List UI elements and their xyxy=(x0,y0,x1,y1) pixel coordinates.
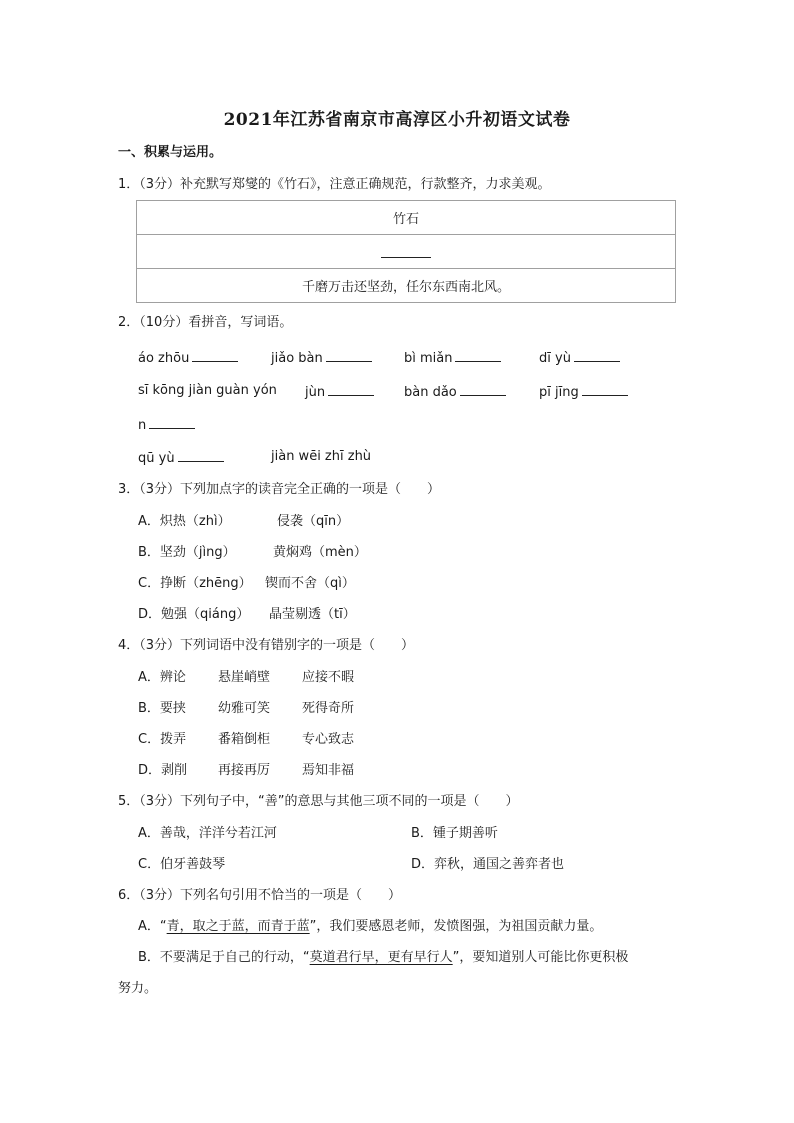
option-word: 焉知非福 xyxy=(302,763,355,778)
option-a-word2: 侵袭（qīn） xyxy=(277,514,350,529)
page-title: 2021年江苏省南京市高淳区小升初语文试卷 xyxy=(223,110,571,130)
pinyin-item: qū yù xyxy=(138,450,224,465)
question-3-stem: 3．（3分）下列加点字的读音完全正确的一项是（ ） xyxy=(118,482,441,497)
poem-title-cell: 竹石 xyxy=(137,201,676,235)
option-d[interactable]: D．剥削 xyxy=(138,763,188,778)
question-5-stem: 5．（3分）下列句子中，“善”的意思与其他三项不同的一项是（ ） xyxy=(118,794,519,809)
pinyin-item: jùn xyxy=(305,384,374,399)
question-2-stem: 2．（10分）看拼音，写词语。 xyxy=(118,315,293,330)
option-word: 应接不暇 xyxy=(302,670,355,685)
option-d[interactable]: D．弈秋，通国之善弈者也 xyxy=(411,857,565,872)
answer-blank[interactable] xyxy=(455,350,501,362)
option-b-continued: 努力。 xyxy=(118,981,158,996)
option-b[interactable]: B．不要满足于自己的行动，“莫道君行早，更有早行人”，要知道别人可能比你更积极 xyxy=(138,950,629,965)
answer-blank[interactable] xyxy=(149,417,195,429)
pinyin-item: pī jīng xyxy=(539,384,628,399)
answer-blank[interactable] xyxy=(328,384,374,396)
option-word: 再接再厉 xyxy=(218,763,271,778)
poem-last-line-cell: 千磨万击还坚劲，任尔东西南北风。 xyxy=(137,269,676,303)
pinyin-item: bàn dǎo xyxy=(404,384,506,399)
answer-blank[interactable] xyxy=(326,350,372,362)
option-a[interactable]: A．“青，取之于蓝，而青于蓝”，我们要感恩老师，发愤图强，为祖国贡献力量。 xyxy=(138,919,603,934)
answer-blank[interactable] xyxy=(178,450,224,462)
question-1-stem: 1．（3分）补充默写郑燮的《竹石》，注意正确规范，行款整齐，力求美观。 xyxy=(118,177,551,192)
underlined-quote: 青，取之于蓝，而青于蓝 xyxy=(166,919,310,934)
option-c[interactable]: C．伯牙善鼓琴 xyxy=(138,857,226,872)
question-6-stem: 6．（3分）下列名句引用不恰当的一项是（ ） xyxy=(118,888,402,903)
underlined-quote: 莫道君行早，更有早行人 xyxy=(309,950,453,965)
option-c[interactable]: C．拨弄 xyxy=(138,732,187,747)
option-b[interactable]: B．锺子期善听 xyxy=(411,826,498,841)
section-heading: 一、积累与运用。 xyxy=(118,145,223,160)
pinyin-item: áo zhōu xyxy=(138,350,238,365)
answer-blank[interactable] xyxy=(574,350,620,362)
pinyin-item: jiǎo bàn xyxy=(271,350,372,365)
option-word: 番箱倒柜 xyxy=(218,732,271,747)
option-a[interactable]: A．善哉，洋洋兮若江河 xyxy=(138,826,277,841)
option-b-word2: 黄焖鸡（mèn） xyxy=(273,545,367,560)
option-word: 幼雅可笑 xyxy=(218,701,271,716)
poem-table xyxy=(136,200,676,303)
poem-blank-line[interactable] xyxy=(381,245,431,258)
option-word: 悬崖峭壁 xyxy=(218,670,271,685)
option-word: 死得奇所 xyxy=(302,701,355,716)
poem-blank-cell[interactable] xyxy=(137,235,676,269)
pinyin-item: n xyxy=(138,417,195,432)
pinyin-item: bì miǎn xyxy=(404,350,501,365)
option-word: 专心致志 xyxy=(302,732,355,747)
option-d-word2: 晶莹剔透（tī） xyxy=(269,607,356,622)
option-c[interactable]: C．挣断（zhēng） xyxy=(138,576,252,591)
answer-blank[interactable] xyxy=(582,384,628,396)
question-4-stem: 4．（3分）下列词语中没有错别字的一项是（ ） xyxy=(118,638,415,653)
option-b[interactable]: B．要挟 xyxy=(138,701,186,716)
option-c-word2: 锲而不舍（qì） xyxy=(265,576,355,591)
option-a[interactable]: A．辨论 xyxy=(138,670,186,685)
pinyin-item: sī kōng jiàn guàn yón xyxy=(138,383,277,398)
option-b[interactable]: B．坚劲（jìng） xyxy=(138,545,236,560)
option-d[interactable]: D．勉强（qiáng） xyxy=(138,607,250,622)
pinyin-item: jiàn wēi zhī zhù xyxy=(271,449,372,464)
option-a[interactable]: A．炽热（zhì） xyxy=(138,514,231,529)
answer-blank[interactable] xyxy=(460,384,506,396)
answer-blank[interactable] xyxy=(192,350,238,362)
pinyin-item: dī yù xyxy=(539,350,620,365)
